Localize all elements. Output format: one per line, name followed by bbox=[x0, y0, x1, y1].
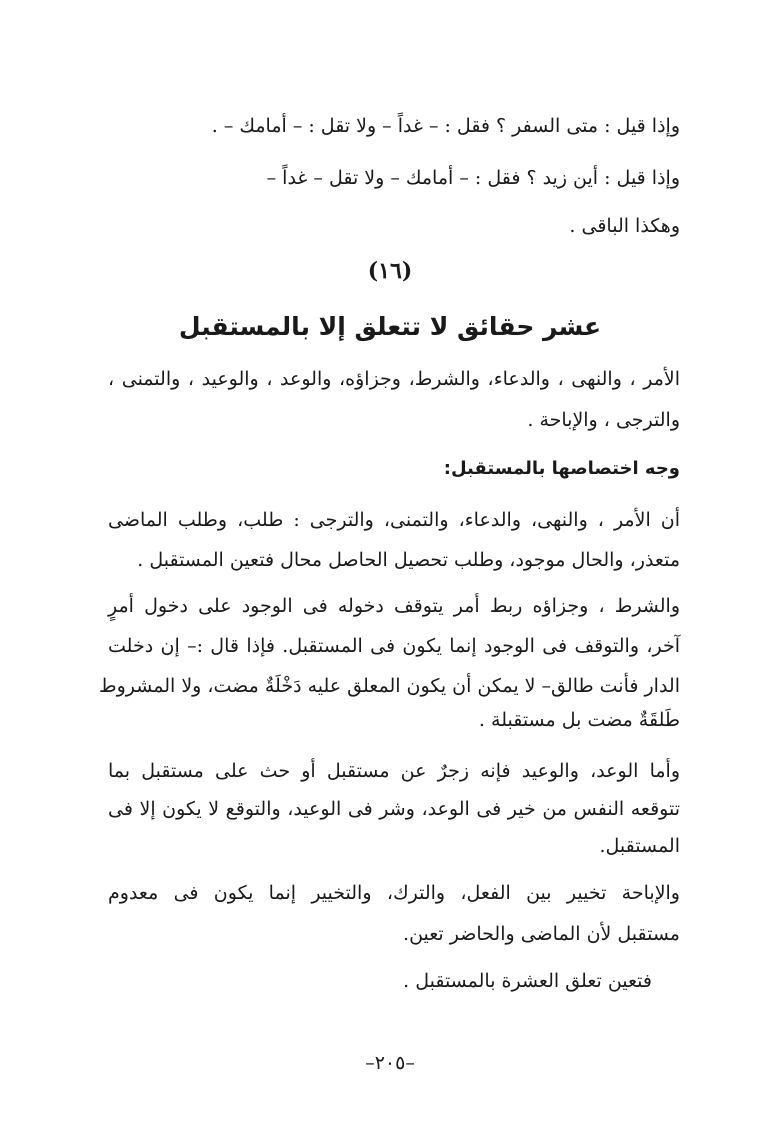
list-line-1: الأمر ، والنهى ، والدعاء، والشرط، وجزاؤه، والوعد ، والوعيد ، والتمنى ، bbox=[108, 368, 680, 390]
section-number: (١٦) bbox=[367, 258, 413, 284]
section-title: عشر حقائق لا تتعلق إلا بالمستقبل bbox=[178, 312, 602, 341]
paragraph-1-line-1: أن الأمر ، والنهى، والدعاء، والتمنى، والترجى : طلب، وطلب الماضى bbox=[108, 509, 680, 531]
intro-line-2: وإذا قيل : أين زيد ؟ فقل : – أمامك – ولا تقل – غداً – bbox=[266, 167, 680, 189]
list-line-2: والترجى ، والإباحة . bbox=[527, 409, 680, 431]
paragraph-3-line-1: وأما الوعد، والوعيد فإنه زجرٌ عن مستقبل أو حث على مستقبل بما bbox=[108, 760, 680, 782]
paragraph-2-line-2: آخر، والتوقف فى الوجود إنما يكون فى المستقبل. فإذا قال :– إن دخلت bbox=[108, 635, 680, 657]
paragraph-1-line-2: متعذر، والحال موجود، وطلب تحصيل الحاصل محال فتعين المستقبل . bbox=[137, 549, 680, 571]
paragraph-3-line-3: المستقبل. bbox=[599, 835, 680, 857]
page-number: –٢٠٥– bbox=[365, 1052, 415, 1074]
section-subheading: وجه اختصاصها بالمستقبل: bbox=[443, 458, 680, 479]
conclusion-line: فتعين تعلق العشرة بالمستقبل . bbox=[403, 970, 652, 992]
paragraph-3-line-2: تتوقعه النفس من خير فى الوعد، وشر فى الوعيد، والتوقع لا يكون إلا فى bbox=[108, 798, 680, 820]
intro-line-3: وهكذا الباقى . bbox=[569, 215, 680, 237]
paragraph-4-line-1: والإباحة تخيير بين الفعل، والترك، والتخيير إنما يكون فى معدوم bbox=[108, 882, 680, 904]
paragraph-2-line-4: طَلقَةٌ مضت بل مستقبلة . bbox=[478, 709, 680, 731]
paragraph-4-line-2: مستقبل لأن الماضى والحاضر تعين. bbox=[403, 923, 680, 945]
paragraph-2-line-3: الدار فأنت طالق– لا يمكن أن يكون المعلق عليه دَخْلَةٌ مضت، ولا المشروط bbox=[99, 675, 680, 697]
paragraph-2-line-1: والشرط ، وجزاؤه ربط أمر يتوقف دخوله فى الوجود على دخول أمرٍ bbox=[108, 595, 680, 617]
intro-line-1: وإذا قيل : متى السفر ؟ فقل : – غداً – ولا تقل : – أمامك – . bbox=[211, 115, 680, 137]
